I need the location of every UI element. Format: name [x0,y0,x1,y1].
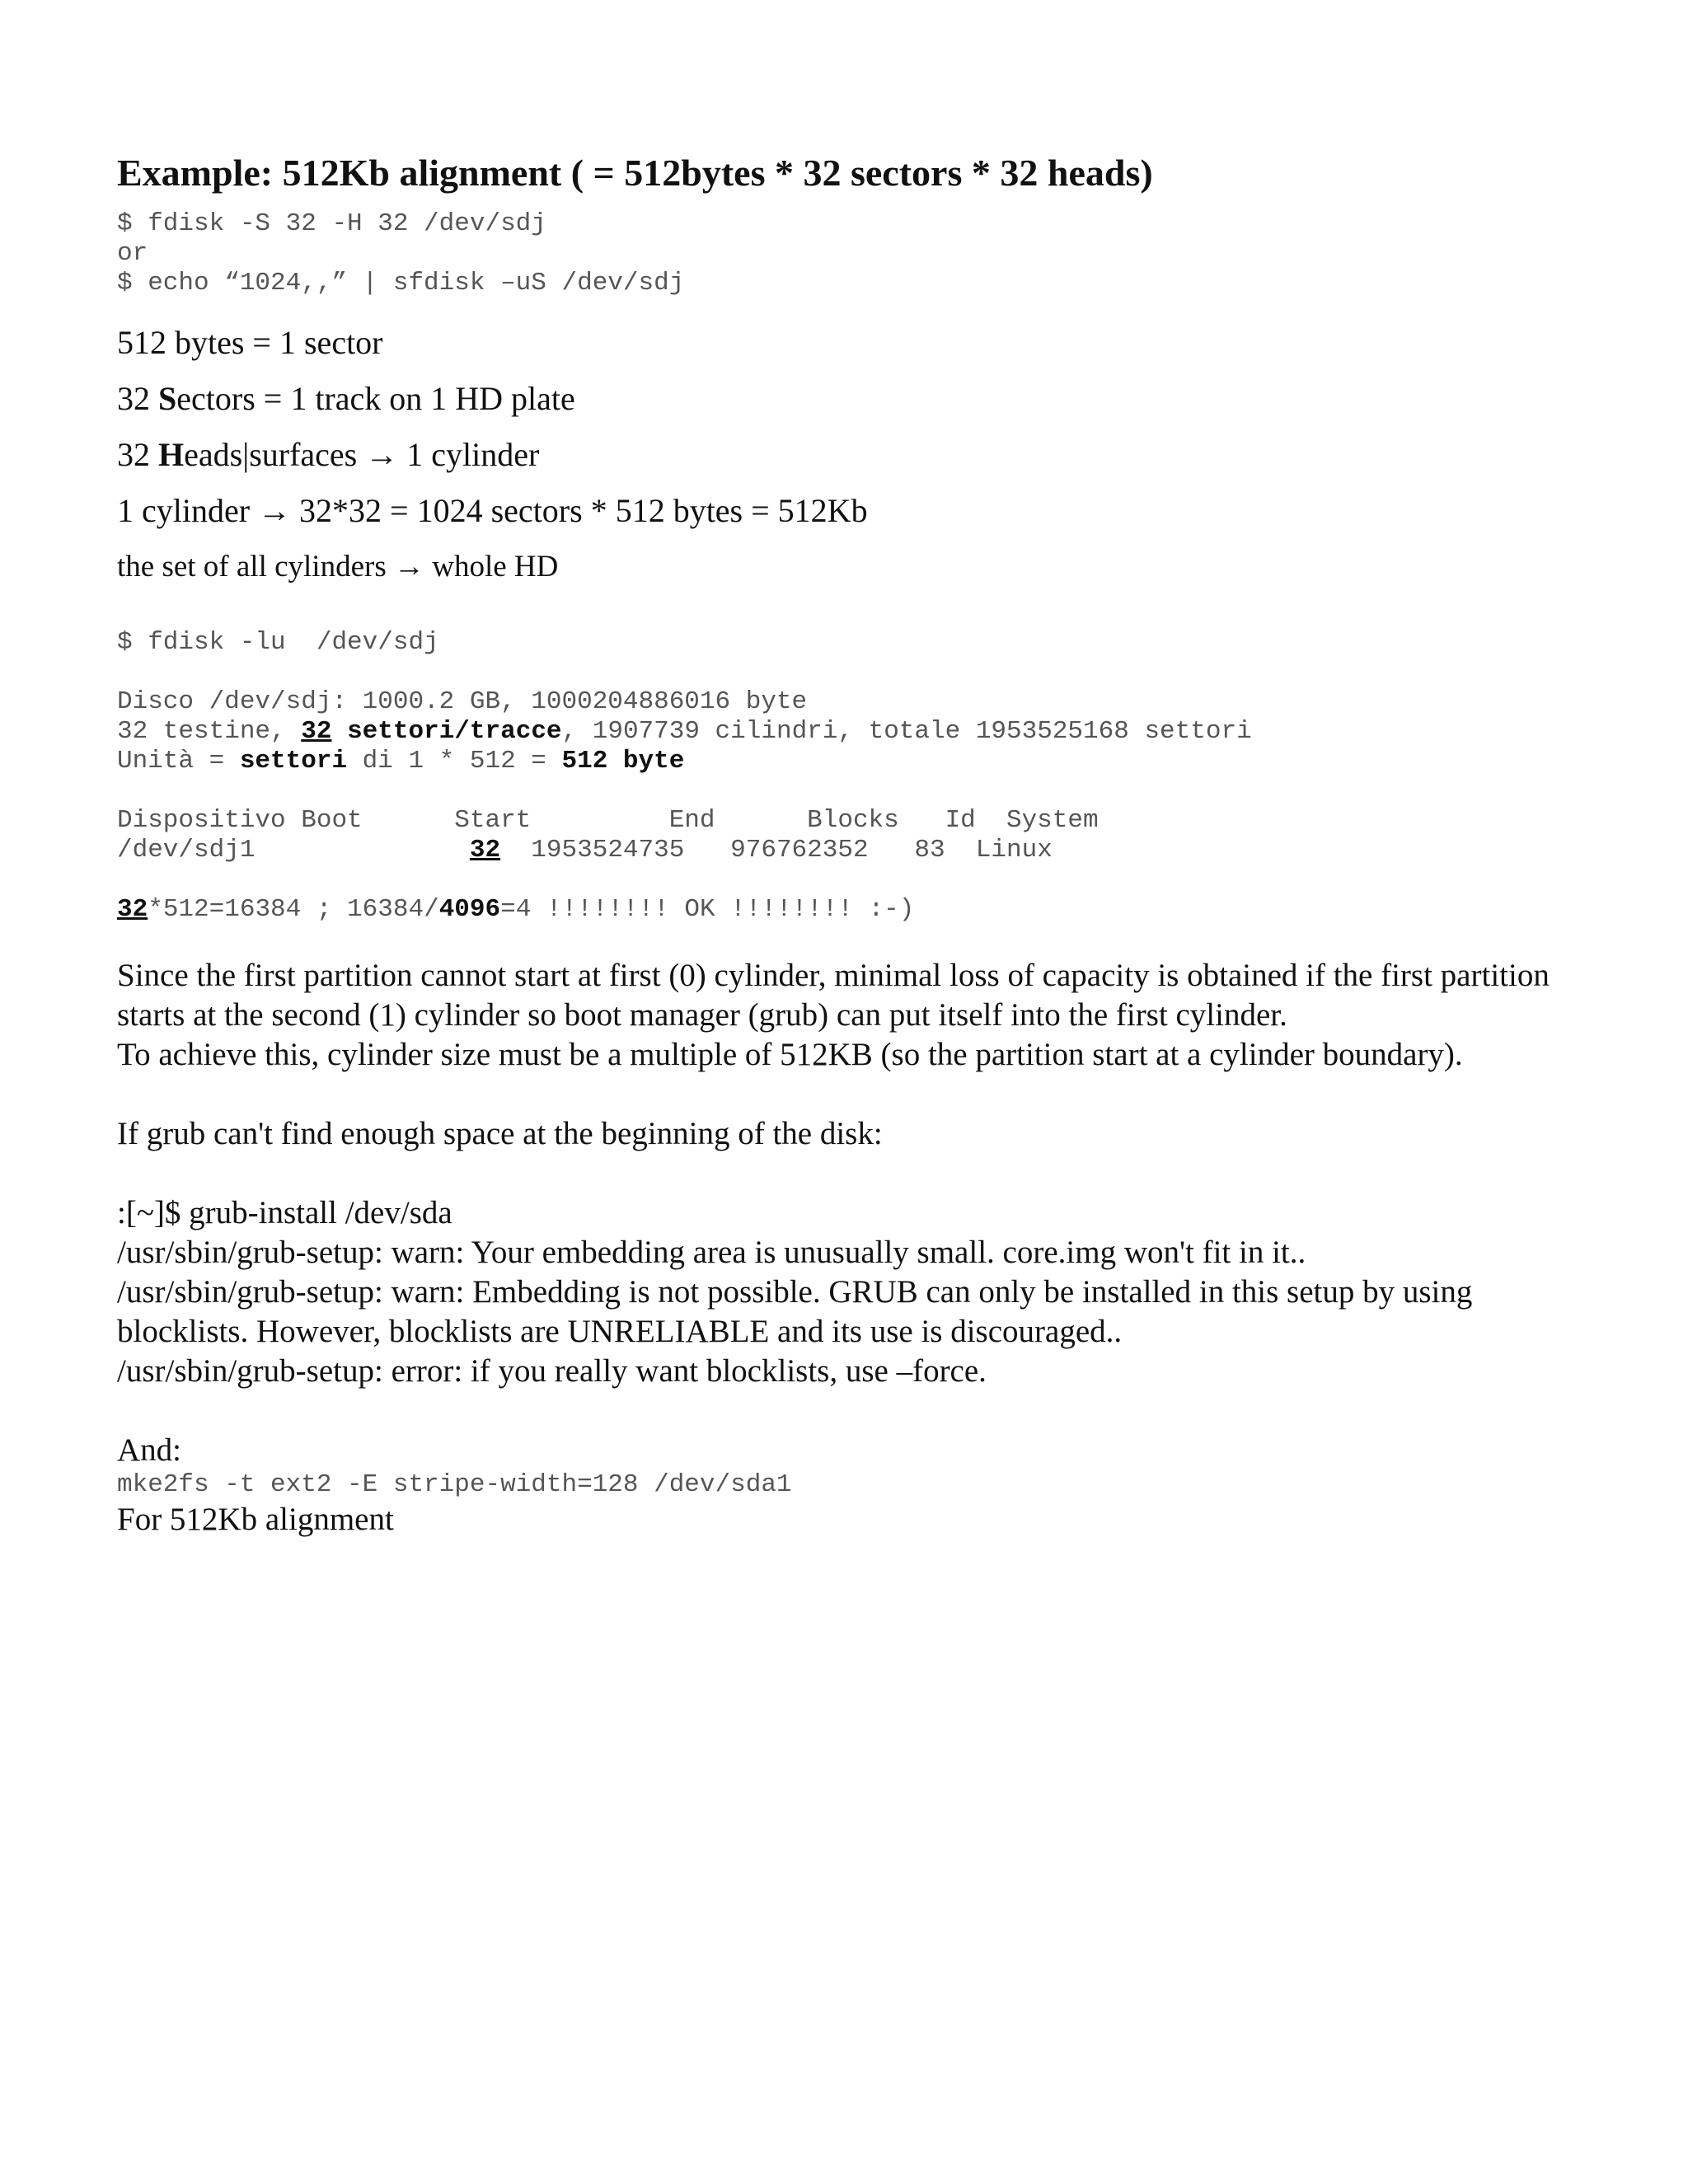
blank-line [117,658,1584,687]
highlight-text: settori/tracce [347,717,562,746]
highlight-text: settori [239,747,348,776]
text: Unità = [117,747,240,776]
text: eads|surfaces → 1 cylinder [184,436,540,473]
blank-line [117,1391,1584,1431]
code-line: $ fdisk -S 32 -H 32 /dev/sdj [117,209,546,238]
def-sector: 512 bytes = 1 sector [117,324,383,361]
def-cylinder [117,435,1584,475]
document-page [117,150,1584,1540]
blank-line [117,1075,1584,1114]
grub-line: /usr/sbin/grub-setup: error: if you really want blocklists, use –force. [117,1353,987,1389]
text: =4 !!!!!!!! OK !!!!!!!! :-) [500,895,915,924]
blank-line [117,776,1584,806]
code-line: Disco /dev/sdj: 1000.2 GB, 1000204886016 byte [117,687,808,716]
text: 32 testine, [117,717,302,746]
highlight-value: 32 [469,836,501,865]
text: 32 [117,436,158,473]
def-whole-hd: the set of all cylinders → whole HD [117,550,559,583]
bold-letter: H [158,436,185,473]
table-row [117,836,1584,865]
highlight-value: 32 [117,895,148,924]
grub-line: /usr/sbin/grub-setup: warn: Embedding is not possible. GRUB can only be installed in this setup by using blocklists. However, blocklists are UNRELIABLE and its use is discouraged.. [117,1274,1473,1349]
fdisk-output [117,628,1584,925]
code-line [117,717,1584,747]
text: 32 [117,380,158,417]
text: ectors = 1 track on 1 HD plate [176,380,575,417]
bold-letter: S [158,380,177,417]
highlight-value: 32 [301,717,332,746]
code-line: $ echo “1024,,” | sfdisk –uS /dev/sdj [117,269,685,298]
explanation [117,956,1584,1540]
table-header: Dispositivo Boot Start End Blocks Id System [117,806,1099,835]
and-label: And: [117,1432,181,1468]
calc-line [117,895,1584,925]
highlight-value: 4096 [438,895,501,924]
code-line: $ fdisk -lu /dev/sdj [117,628,439,657]
paragraph: Since the first partition cannot start at first (0) cylinder, minimal loss of capacity is obtained if the first partition starts at the second (1) cylinder so boot manager (grub) can put itself into the first cylinder. [117,958,1550,1033]
grub-line: /usr/sbin/grub-setup: warn: Your embedding area is unusually small. core.img won't fit in it.. [117,1235,1306,1270]
code-line [117,747,1584,776]
blank-line [117,865,1584,895]
text: *512=16384 ; 16384/ [148,895,439,924]
paragraph: If grub can't find enough space at the beginning of the disk: [117,1116,883,1151]
cmd-block [117,209,1584,298]
text: 1953524735 976762352 83 Linux [500,836,1053,865]
grub-line: :[~]$ grub-install /dev/sda [117,1195,452,1230]
highlight-text: 512 byte [561,747,685,776]
text: , 1907739 cilindri, totale 1953525168 settori [561,717,1252,746]
code-line: or [117,239,148,268]
page-title: Example: 512Kb alignment ( = 512bytes * 32 sectors * 32 heads) [117,152,1153,194]
text: di 1 * 512 = [347,747,562,776]
text: /dev/sdj1 [117,836,470,865]
definitions [117,323,1584,587]
def-cylinder-size: 1 cylinder → 32*32 = 1024 sectors * 512 bytes = 512Kb [117,492,868,529]
mke2fs-command: mke2fs -t ext2 -E stripe-width=128 /dev/sda1 [117,1470,792,1499]
paragraph: To achieve this, cylinder size must be a multiple of 512KB (so the partition start at a cylinder boundary). [117,1037,1463,1072]
blank-line [117,1154,1584,1193]
alignment-note: For 512Kb alignment [117,1502,394,1537]
def-track [117,379,1584,419]
